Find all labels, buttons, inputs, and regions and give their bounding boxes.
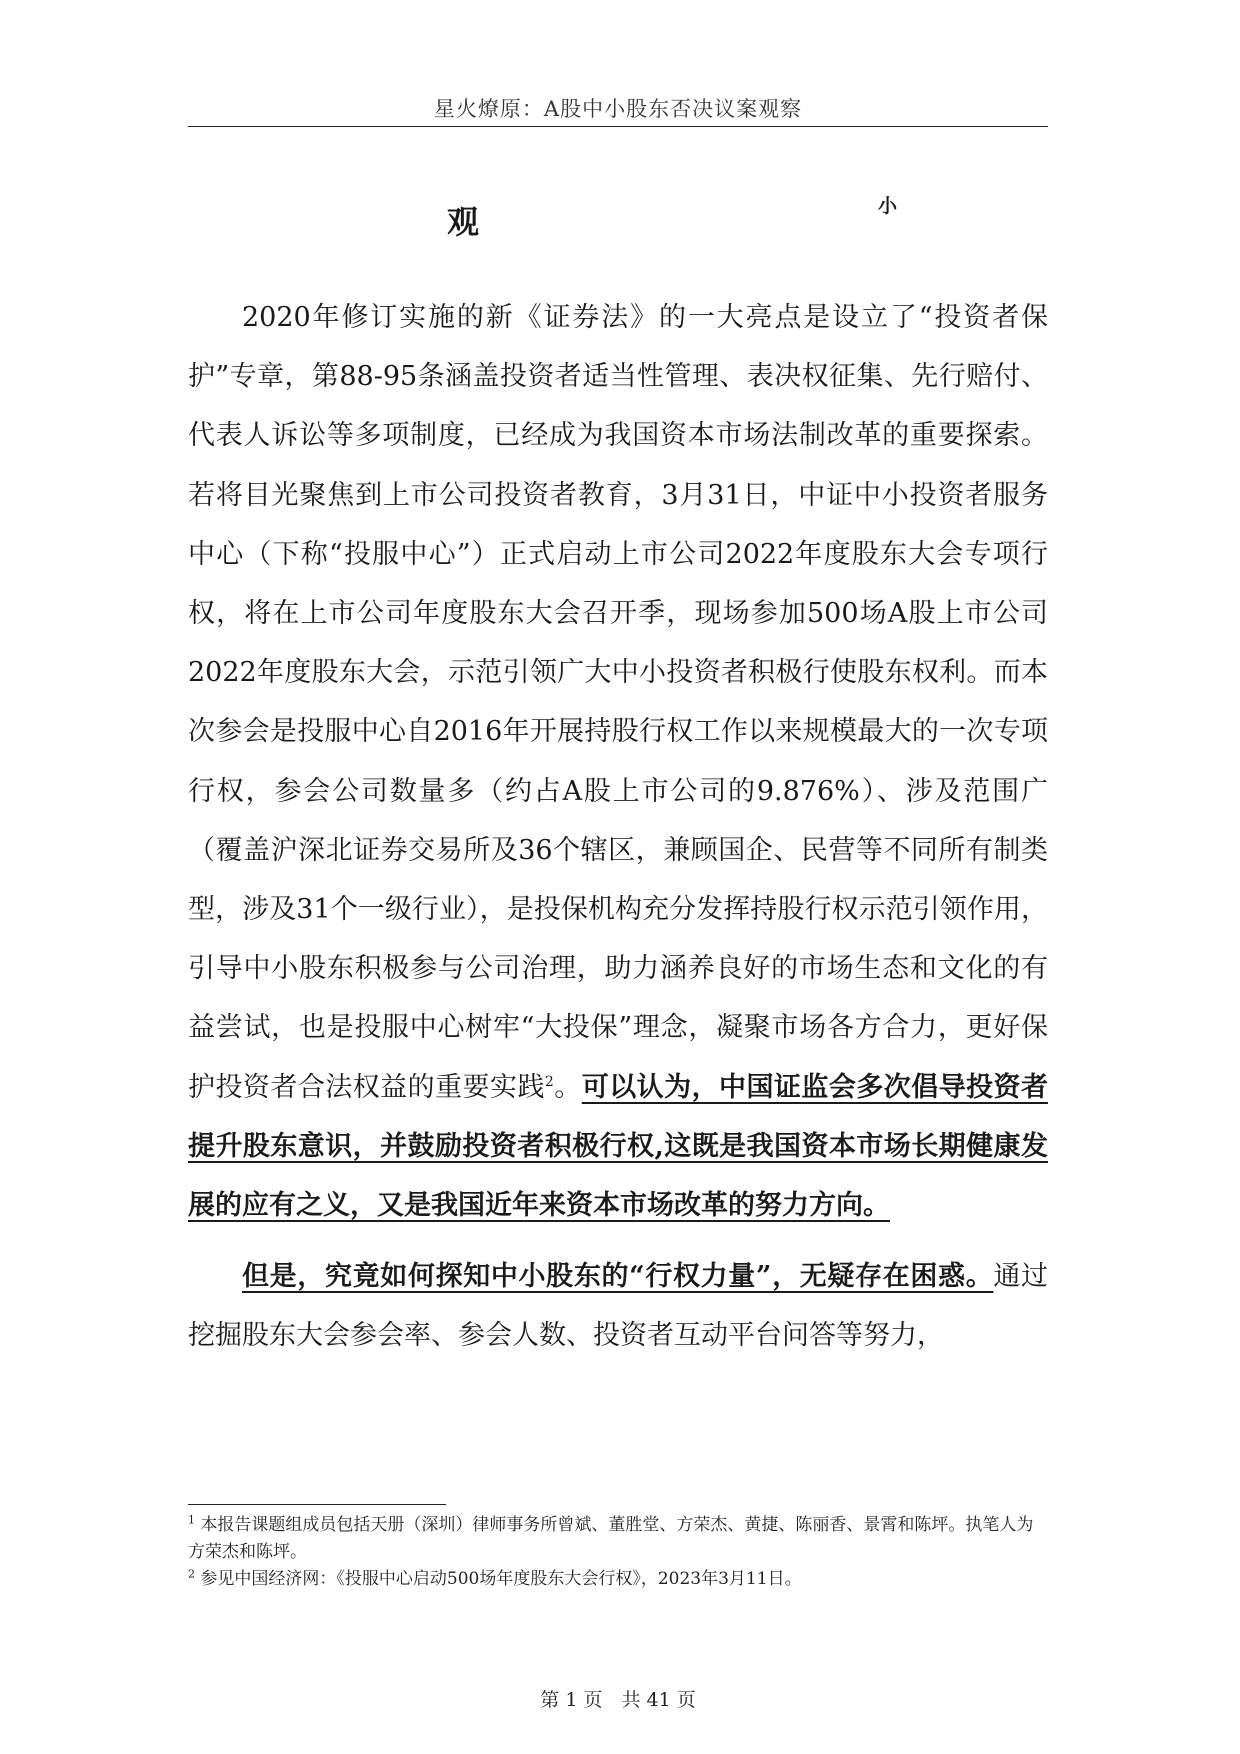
title-fragment-left: 观: [447, 203, 480, 241]
footnote-2-text: 参见中国经济网：《投服中心启动500场年度股东大会行权》，2023年3月11日。: [200, 1569, 802, 1589]
paragraph-2-text: 通过挖掘股东大会参会率、参会人数、投资者互动平台问答等努力，: [188, 1261, 1049, 1352]
page-number: 第 1 页 共 41 页: [540, 1689, 696, 1711]
footnote-1-text: 本报告课题组成员包括天册（深圳）律师事务所曾斌、董胜堂、方荣杰、黄捷、陈丽香、景霄和陈坪。执笔人为方荣杰和陈坪。: [188, 1515, 1034, 1562]
footnote-rule: [188, 1504, 446, 1505]
footnote-2: [188, 1566, 1048, 1593]
running-header: 星火燎原：A股中小股东否决议案观察: [433, 97, 803, 121]
paragraph-2-emphasis: 但是，究竟如何探知中小股东的“行权力量”，无疑存在困惑。: [242, 1261, 994, 1293]
paragraph-1-text: 2020年修订实施的新《证券法》的一大亮点是设立了“投资者保护”专章，第88-95条涵盖投资者适当性管理、表决权征集、先行赔付、代表人诉讼等多项制度，已经成为我国资本市场法制改革的重要探索。若将目光聚焦到上市公司投资者教育，3月31日，中证中小投资者服务中心（下称“投服中心”）正式启动上市公司2022年度股东大会专项行权，将在上市公司年度股东大会召开季，现场参加500场A股上市公司2022年度股东大会，示范引领广大中小投资者积极行使股东权利。而本次参会是投服中心自2016年开展持股行权工作以来规模最大的一次专项行权，参会公司数量多（约占A股上市公司的9.876%）、涉及范围广（覆盖沪深北证券交易所及36个辖区，兼顾国企、民营等不同所有制类型，涉及31个一级行业），是投保机构充分发挥持股行权示范引领作用，引导中小股东积极参与公司治理，助力涵养良好的市场生态和文化的有益尝试，也是投服中心树牢“大投保”理念，凝聚市场各方合力，更好保护投资者合法权益的重要实践: [188, 302, 1048, 1103]
title-fragment-right: 小: [878, 195, 898, 217]
paragraph-1: [188, 288, 1048, 1235]
body-text: [188, 288, 1048, 1366]
paragraph-2: [188, 1247, 1048, 1365]
footnote-ref-2[interactable]: 2: [544, 1073, 554, 1090]
header-rule: [188, 126, 1048, 127]
footnotes: [188, 1512, 1048, 1593]
footnote-1: [188, 1512, 1048, 1566]
paragraph-1-emphasis: 可以认为，中国证监会多次倡导投资者提升股东意识，并鼓励投资者积极行权,这既是我国资本市场长期健康发展的应有之义，又是我国近年来资本市场改革的努力方向。: [188, 1071, 1049, 1222]
paragraph-1-period: 。: [553, 1071, 582, 1103]
footnote-2-number: 2: [188, 1567, 195, 1581]
footnote-1-number: 1: [188, 1513, 195, 1527]
